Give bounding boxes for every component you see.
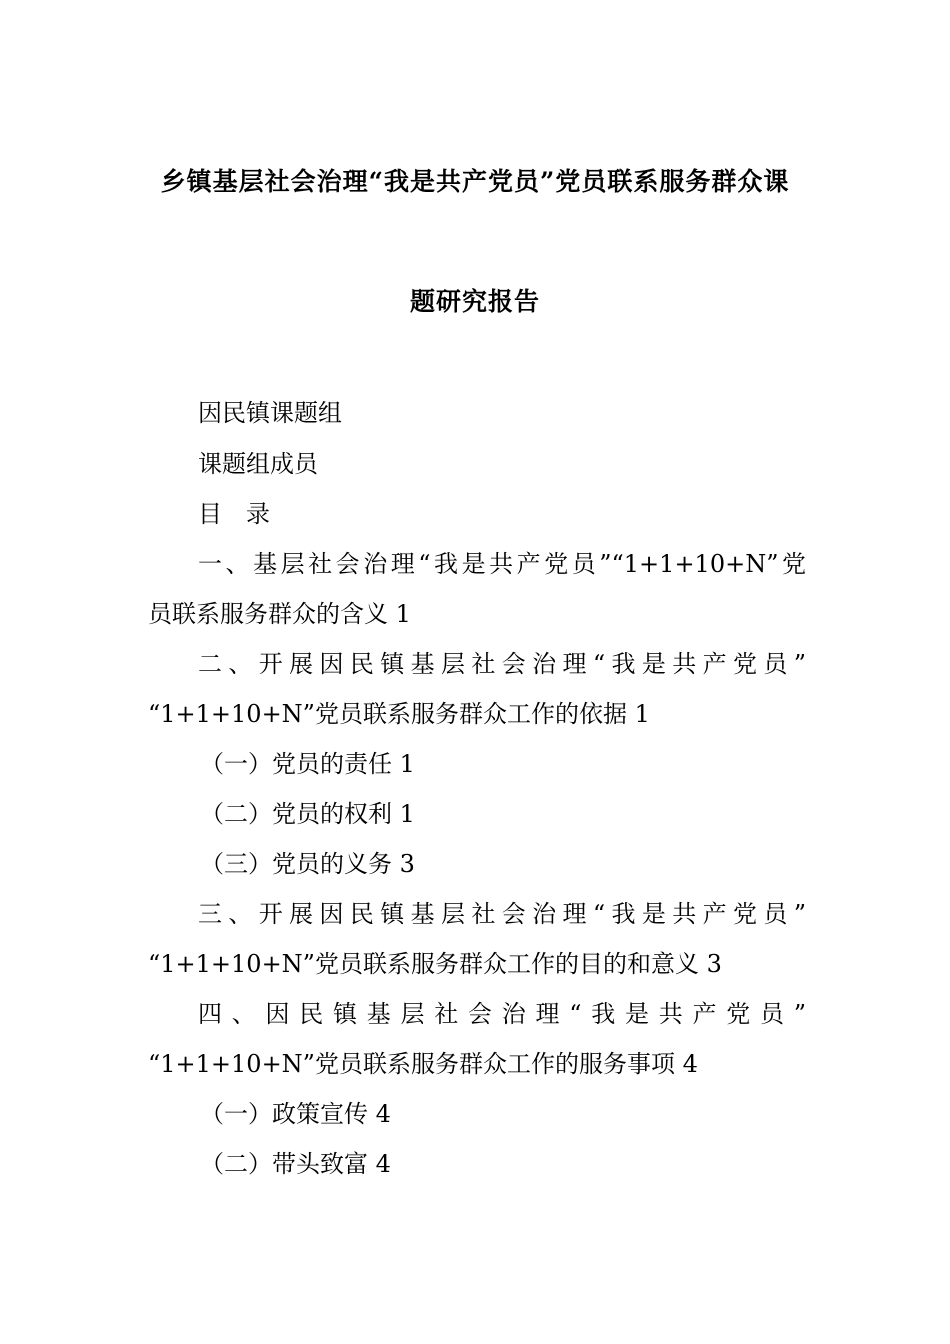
- toc-item-4-line-1: 四、因民镇基层社会治理“我是共产党员”: [198, 1000, 806, 1028]
- toc-item-1-line-1: 一、基层社会治理“我是共产党员”“1+1+10+N”党: [198, 550, 806, 578]
- report-title-line-2: 题研究报告: [409, 287, 540, 316]
- toc-item-4-1: （一）政策宣传 4: [200, 1100, 391, 1128]
- toc-item-2-line-2: “1+1+10+N”党员联系服务群众工作的依据 1: [148, 700, 650, 728]
- toc-item-3-line-1: 三、开展因民镇基层社会治理“我是共产党员”: [198, 900, 806, 928]
- toc-heading: 目 录: [198, 500, 270, 528]
- research-group: 因民镇课题组: [198, 399, 342, 427]
- group-members: 课题组成员: [198, 450, 318, 478]
- toc-item-2-2: （二）党员的权利 1: [200, 800, 415, 828]
- toc-item-1-line-2: 员联系服务群众的含义 1: [148, 600, 411, 628]
- toc-item-2-1: （一）党员的责任 1: [200, 750, 415, 778]
- toc-item-2-3: （三）党员的义务 3: [200, 850, 415, 878]
- toc-item-4-2: （二）带头致富 4: [200, 1150, 391, 1178]
- toc-item-3-line-2: “1+1+10+N”党员联系服务群众工作的目的和意义 3: [148, 950, 722, 978]
- toc-item-4-line-2: “1+1+10+N”党员联系服务群众工作的服务事项 4: [148, 1050, 698, 1078]
- toc-item-2-line-1: 二、开展因民镇基层社会治理“我是共产党员”: [198, 650, 806, 678]
- report-title-line-1: 乡镇基层社会治理“我是共产党员”党员联系服务群众课: [160, 167, 790, 196]
